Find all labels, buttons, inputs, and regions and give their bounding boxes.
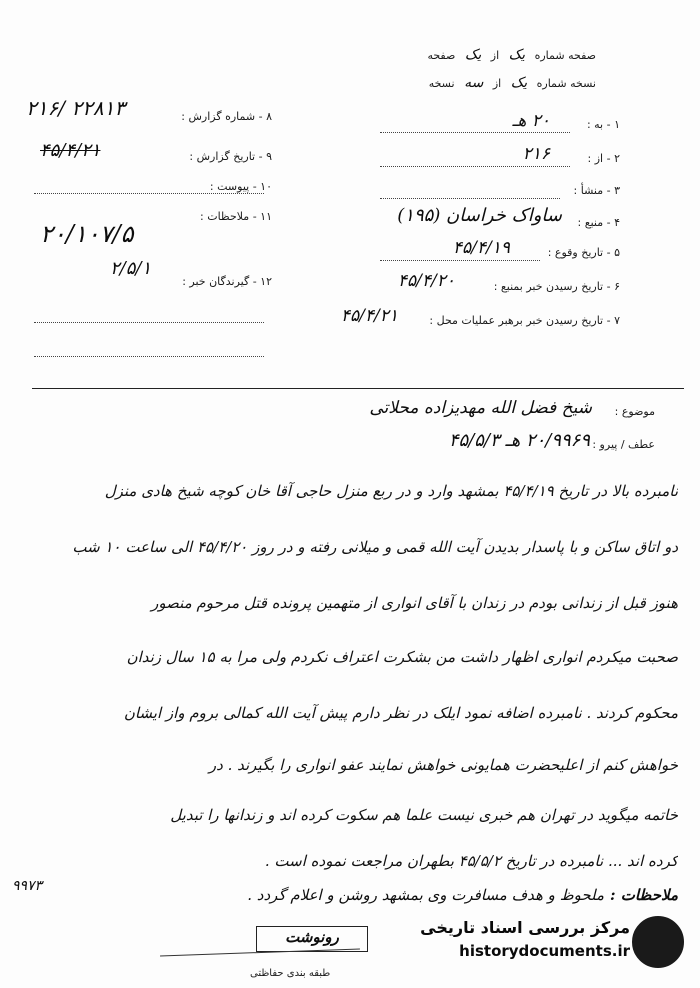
body-line-1: نامبرده بالا در تاریخ ۴۵/۴/۱۹ بمشهد وارد و در ربع منزل حاجی آقا خان کوچه شیخ هادی منزل xyxy=(104,482,678,500)
logo-url: historydocuments.ir xyxy=(459,942,630,960)
field-source-value: ساواک خراسان (۱۹۵) xyxy=(397,205,562,226)
copy-of-label: از xyxy=(492,77,502,90)
copy-of-value: سه xyxy=(464,75,484,91)
copy-stamp-text: رونوشت xyxy=(285,928,339,946)
of-value: یک xyxy=(464,47,482,63)
field-ops-date-value: ۴۵/۴/۲۱ xyxy=(340,306,398,326)
field-source-date-label: ۶ - تاریخ رسیدن خبر بمنبع : xyxy=(493,280,620,293)
classification-label: طبقه بندی حفاظتی xyxy=(250,968,331,979)
subject-label: موضوع : xyxy=(614,405,655,418)
field-from-dots xyxy=(380,166,570,167)
field-origin-dots xyxy=(380,198,560,199)
logo-emblem-icon xyxy=(632,916,684,968)
field-recipients-value: ۲/۵/۱ xyxy=(110,258,152,279)
body-line-2: دو اتاق ساکن و با پاسدار بدیدن آیت الله قمی و میلانی رفته و در روز ۴۵/۴/۲۰ الی ساعت ۱۰ شب xyxy=(72,538,678,556)
copy-word: نسخه xyxy=(428,77,455,90)
field-report-date-label: ۹ - تاریخ گزارش : xyxy=(189,150,272,163)
field-to-dots xyxy=(380,132,570,133)
of-label: از xyxy=(490,49,500,62)
body-line-7: خاتمه میگوید در تهران هم خبری نیست علما هم سکوت کرده اند و زندانها را تبدیل xyxy=(170,806,678,824)
field-from-value: ۲۱۶ xyxy=(522,144,550,164)
field-event-date-value: ۴۵/۴/۱۹ xyxy=(452,238,510,258)
subject-value: شیخ فضل الله مهدیزاده محلاتی xyxy=(369,398,592,418)
field-to-value: ۲۰ هـ xyxy=(512,111,550,131)
remarks-value: ملحوظ و هدف مسافرت وی بمشهد روشن و اعلام گردد . xyxy=(247,886,604,904)
field-source-label: ۴ - منبع : xyxy=(577,216,620,229)
field-ops-date-label: ۷ - تاریخ رسیدن خبر برهبر عملیات محل : xyxy=(429,314,620,327)
field-origin-label: ۳ - منشأ : xyxy=(573,184,620,197)
field-attachment-label: ۱۰ - پیوست : xyxy=(209,180,272,193)
field-to-label: ۱ - به : xyxy=(586,118,620,131)
left-blank-line-1 xyxy=(34,322,264,323)
field-recipients-label: ۱۲ - گیرندگان خبر : xyxy=(182,275,272,288)
body-line-6: خواهش کنم از اعلیحضرت همایونی خواهش نمایند عفو انواری را بگیرند . در xyxy=(208,756,678,774)
page-value: یک xyxy=(508,47,526,63)
field-event-date-dots xyxy=(380,260,540,261)
logo-title: مرکز بررسی اسناد تاریخی xyxy=(420,918,630,937)
margin-number: ۹۹۷۳ xyxy=(12,878,43,894)
header-separator xyxy=(32,388,684,389)
field-from-label: ۲ - از : xyxy=(587,152,620,165)
body-line-4: صحبت میکردم انواری اظهار داشت من بشکرت اعتراف نکردم ولی مرا به ۱۵ سال زندان xyxy=(126,648,678,666)
body-line-5: محکوم کردند . نامبرده اضافه نمود ایلک در نظر دارم پیش آیت الله کمالی بروم واز ایشان xyxy=(123,704,678,722)
field-report-no-value: ۲۲۸۱۳ /۲۱۶ xyxy=(26,96,126,120)
field-source-date-value: ۴۵/۴/۲۰ xyxy=(397,271,455,291)
reference-value: ۲۰/۹۹۶۹ هـ ۴۵/۵/۳ xyxy=(448,430,590,451)
page-word: صفحه xyxy=(427,49,456,62)
field-report-no-label: ۸ - شماره گزارش : xyxy=(181,110,272,123)
left-blank-line-2 xyxy=(34,356,264,357)
field-remarks-value: ۲۰/۱۰۷/۵ xyxy=(40,220,134,248)
page-label: صفحه شماره xyxy=(534,49,596,62)
history-documents-logo xyxy=(420,910,690,982)
reference-label: عطف / پیرو : xyxy=(592,438,655,451)
remarks-label: ملاحظات : xyxy=(609,886,678,904)
body-line-3: هنوز قبل از زندانی بودم در زندان با آقای انواری از متهمین پرونده قتل مرحوم منصور xyxy=(151,594,678,612)
field-remarks-label: ۱۱ - ملاحظات : xyxy=(200,210,272,223)
copy-value: یک xyxy=(510,75,528,91)
copy-number-row xyxy=(429,75,596,91)
body-line-8: کرده اند ... نامبرده در تاریخ ۴۵/۵/۲ بطهران مراجعت نموده است . xyxy=(264,852,678,870)
page-number-row xyxy=(427,47,596,63)
field-report-date-value: ۴۵/۴/۲۱ xyxy=(40,140,101,161)
copy-label: نسخه شماره xyxy=(536,77,596,90)
field-attachment-dots xyxy=(34,193,264,194)
field-event-date-label: ۵ - تاریخ وقوع : xyxy=(547,246,620,259)
